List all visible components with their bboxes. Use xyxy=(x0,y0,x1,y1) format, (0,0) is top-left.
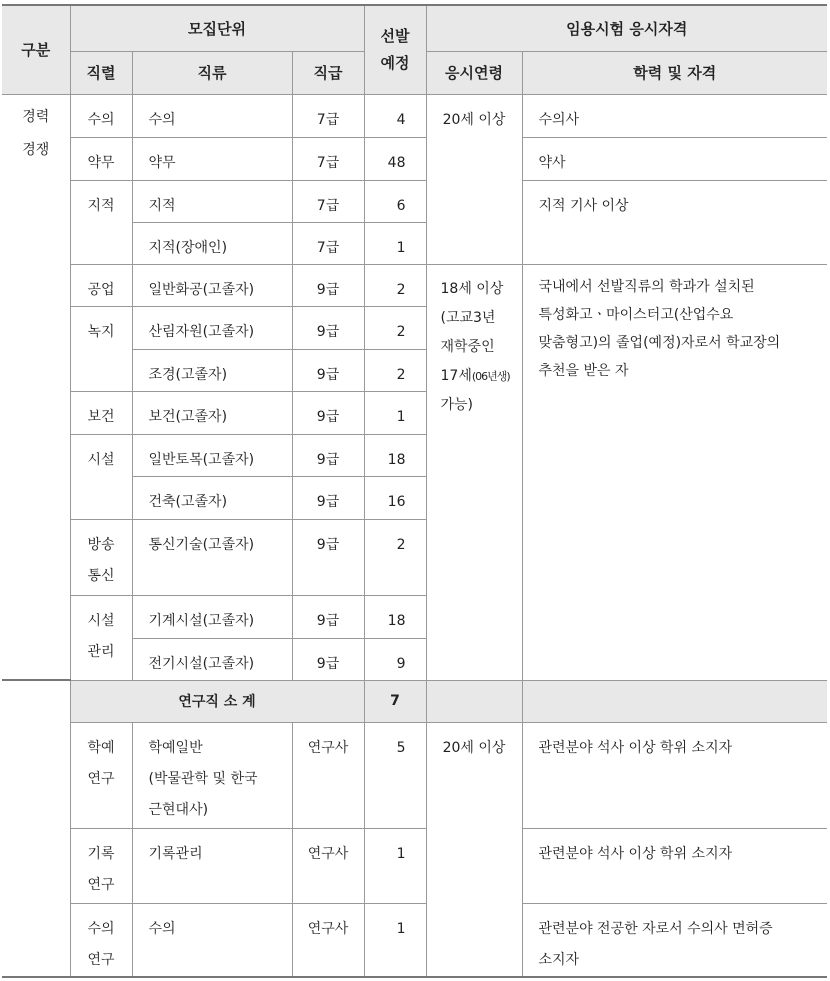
row-series: 시설 관리 xyxy=(70,595,132,680)
row-kind: 지적 xyxy=(132,180,292,222)
row-kind: 산림자원(고졸자) xyxy=(132,306,292,349)
row-grade: 9급 xyxy=(292,349,364,391)
header-seonbal: 선발 예정 xyxy=(364,5,426,94)
header-jagyeok: 임용시험 응시자격 xyxy=(426,5,827,51)
row-grade: 9급 xyxy=(292,264,364,306)
row-grade: 9급 xyxy=(292,391,364,434)
row-count: 18 xyxy=(364,434,426,476)
row-count: 2 xyxy=(364,264,426,306)
row-count: 1 xyxy=(364,391,426,434)
row-grade: 7급 xyxy=(292,180,364,222)
row-kind: 조경(고졸자) xyxy=(132,349,292,391)
research-count: 5 xyxy=(364,722,426,828)
row-count: 2 xyxy=(364,349,426,391)
row-kind: 전기시설(고졸자) xyxy=(132,638,292,680)
subtotal-age xyxy=(426,680,522,722)
row-count: 2 xyxy=(364,519,426,595)
row-series: 지적 xyxy=(70,180,132,264)
research-count: 1 xyxy=(364,828,426,903)
age-20: 20세 이상 xyxy=(426,94,522,264)
row-series: 방송 통신 xyxy=(70,519,132,595)
row-count: 1 xyxy=(364,222,426,264)
category-cell: 경력 경쟁 xyxy=(2,94,70,680)
qual-vet: 수의사 xyxy=(522,94,827,137)
qual-school: 국내에서 선발직류의 학과가 설치된 특성화고ㆍ마이스터고(산업수요 맞춤형고)의 졸업(예정)자로서 학교장의 추천을 받은 자 xyxy=(522,264,827,680)
header-gubun: 구분 xyxy=(2,5,70,94)
research-qual: 관련분야 석사 이상 학위 소지자 xyxy=(522,722,827,828)
subtotal-label: 연구직 소 계 xyxy=(70,680,364,722)
research-age: 20세 이상 xyxy=(426,722,522,977)
header-jikgeup: 직급 xyxy=(292,51,364,94)
header-jikryeol: 직렬 xyxy=(70,51,132,94)
qual-survey: 지적 기사 이상 xyxy=(522,180,827,264)
age-18: 18세 이상 (고교3년 재학중인 17세(06년생) 가능) xyxy=(426,264,522,680)
row-count: 9 xyxy=(364,638,426,680)
research-count: 1 xyxy=(364,903,426,977)
header-age: 응시연령 xyxy=(426,51,522,94)
qual-pharm: 약사 xyxy=(522,137,827,180)
row-kind: 지적(장애인) xyxy=(132,222,292,264)
research-qual: 관련분야 석사 이상 학위 소지자 xyxy=(522,828,827,903)
row-grade: 9급 xyxy=(292,434,364,476)
research-category-cell xyxy=(2,680,70,977)
header-jikryu: 직류 xyxy=(132,51,292,94)
row-series: 보건 xyxy=(70,391,132,434)
subtotal-qual xyxy=(522,680,827,722)
row-series: 시설 xyxy=(70,434,132,519)
row-count: 4 xyxy=(364,94,426,137)
row-count: 48 xyxy=(364,137,426,180)
row-grade: 7급 xyxy=(292,222,364,264)
row-series: 수의 xyxy=(70,94,132,137)
row-kind: 수의 xyxy=(132,94,292,137)
research-grade: 연구사 xyxy=(292,722,364,828)
row-grade: 9급 xyxy=(292,306,364,349)
research-qual: 관련분야 전공한 자로서 수의사 면허증 소지자 xyxy=(522,903,827,977)
row-count: 16 xyxy=(364,476,426,519)
row-series: 공업 xyxy=(70,264,132,306)
row-grade: 9급 xyxy=(292,519,364,595)
recruitment-table xyxy=(2,4,827,978)
row-kind: 보건(고졸자) xyxy=(132,391,292,434)
subtotal-count: 7 xyxy=(364,680,426,722)
row-grade: 7급 xyxy=(292,94,364,137)
row-count: 6 xyxy=(364,180,426,222)
research-kind: 기록관리 xyxy=(132,828,292,903)
research-series: 수의 연구 xyxy=(70,903,132,977)
research-grade: 연구사 xyxy=(292,828,364,903)
research-kind: 학예일반 (박물관학 및 한국 근현대사) xyxy=(132,722,292,828)
row-kind: 약무 xyxy=(132,137,292,180)
research-grade: 연구사 xyxy=(292,903,364,977)
row-series: 약무 xyxy=(70,137,132,180)
row-series: 녹지 xyxy=(70,306,132,391)
row-count: 2 xyxy=(364,306,426,349)
row-kind: 통신기술(고졸자) xyxy=(132,519,292,595)
row-kind: 건축(고졸자) xyxy=(132,476,292,519)
row-grade: 9급 xyxy=(292,476,364,519)
row-kind: 일반화공(고졸자) xyxy=(132,264,292,306)
row-grade: 7급 xyxy=(292,137,364,180)
row-kind: 일반토목(고졸자) xyxy=(132,434,292,476)
research-kind: 수의 xyxy=(132,903,292,977)
header-mojip: 모집단위 xyxy=(70,5,364,51)
row-grade: 9급 xyxy=(292,638,364,680)
research-series: 기록 연구 xyxy=(70,828,132,903)
header-qual: 학력 및 자격 xyxy=(522,51,827,94)
research-series: 학예 연구 xyxy=(70,722,132,828)
row-grade: 9급 xyxy=(292,595,364,638)
row-count: 18 xyxy=(364,595,426,638)
row-kind: 기계시설(고졸자) xyxy=(132,595,292,638)
